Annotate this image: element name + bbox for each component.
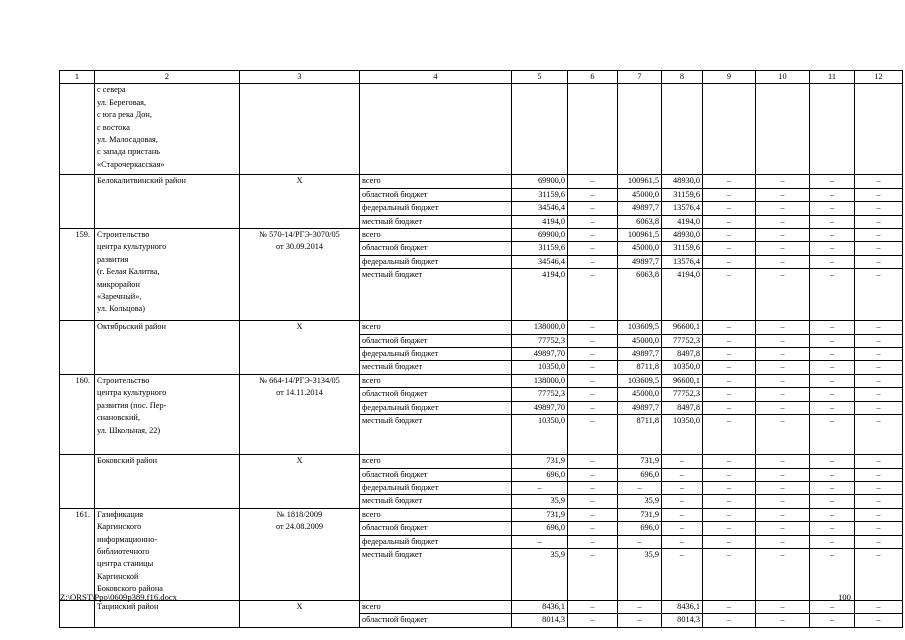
amount-cell: –	[756, 600, 810, 613]
amount-cell: –	[756, 215, 810, 228]
funding-source: областной бюджет	[360, 188, 512, 201]
amount-cell: –	[703, 388, 756, 401]
amount-cell: –	[855, 401, 903, 414]
amount-cell: –	[568, 348, 618, 361]
object-name: Белокалитвинский район	[95, 175, 240, 229]
amount-cell: 138000,0	[512, 321, 568, 334]
amount-cell: 45000,0	[618, 188, 662, 201]
amount-cell: 96600,1	[662, 321, 703, 334]
amount-cell: 10350,0	[662, 415, 703, 455]
amount-cell: –	[703, 215, 756, 228]
amount-cell: –	[855, 202, 903, 215]
amount-cell: 34546,4	[512, 255, 568, 268]
amount-cell: –	[703, 321, 756, 334]
amount-cell: 731,9	[618, 455, 662, 468]
amount-cell: 8436,1	[512, 600, 568, 613]
amount-cell: –	[756, 468, 810, 481]
amount-cell: 13576,4	[662, 255, 703, 268]
amount-cell: –	[756, 348, 810, 361]
row-number: 160.	[60, 374, 95, 454]
amount-cell: –	[618, 614, 662, 627]
amount-cell: 31159,6	[662, 188, 703, 201]
funding-source: федеральный бюджет	[360, 202, 512, 215]
amount-cell: 45000,0	[618, 334, 662, 347]
amount-cell: –	[703, 255, 756, 268]
amount-cell: –	[855, 388, 903, 401]
amount-cell: –	[810, 495, 855, 508]
amount-cell: –	[756, 508, 810, 521]
amount-cell: –	[756, 535, 810, 548]
amount-cell: –	[703, 188, 756, 201]
table-row	[60, 455, 903, 468]
funding-source: областной бюджет	[360, 614, 512, 627]
amount-cell: –	[855, 361, 903, 374]
amount-cell: 8497,8	[662, 401, 703, 414]
funding-source: местный бюджет	[360, 269, 512, 321]
funding-source: областной бюджет	[360, 242, 512, 255]
amount-cell: 100961,5	[618, 229, 662, 242]
amount-cell: 48930,0	[662, 175, 703, 188]
amount-cell: –	[855, 242, 903, 255]
amount-cell: –	[703, 242, 756, 255]
amount-cell: –	[703, 522, 756, 535]
amount-cell: –	[855, 600, 903, 613]
column-header: 2	[95, 71, 240, 84]
amount-cell: –	[855, 468, 903, 481]
amount-cell: –	[568, 548, 618, 600]
funding-source: местный бюджет	[360, 415, 512, 455]
amount-cell: –	[855, 415, 903, 455]
description-row	[60, 84, 903, 175]
amount-cell: –	[662, 468, 703, 481]
amount-cell: –	[810, 242, 855, 255]
amount-cell: 49897,70	[512, 348, 568, 361]
column-header: 5	[512, 71, 568, 84]
amount-cell: 4194,0	[512, 215, 568, 228]
amount-cell: 10350,0	[512, 415, 568, 455]
amount-cell: –	[568, 215, 618, 228]
amount-cell: 731,9	[512, 508, 568, 521]
amount-cell: –	[703, 548, 756, 600]
amount-cell: –	[703, 415, 756, 455]
amount-cell: –	[810, 415, 855, 455]
amount-cell: –	[703, 481, 756, 494]
object-name: Октябрьский район	[95, 321, 240, 375]
amount-cell: –	[756, 522, 810, 535]
amount-cell: –	[855, 229, 903, 242]
amount-cell: –	[756, 548, 810, 600]
amount-cell: –	[756, 614, 810, 627]
funding-source: федеральный бюджет	[360, 401, 512, 414]
column-header: 6	[568, 71, 618, 84]
amount-cell: –	[662, 508, 703, 521]
amount-cell: 69900,0	[512, 175, 568, 188]
amount-cell: –	[568, 535, 618, 548]
amount-cell: –	[512, 535, 568, 548]
amount-cell: 49897,7	[618, 202, 662, 215]
amount-cell: –	[703, 175, 756, 188]
amount-cell: –	[810, 374, 855, 387]
amount-cell: –	[810, 522, 855, 535]
funding-source: местный бюджет	[360, 495, 512, 508]
column-header: 1	[60, 71, 95, 84]
amount-cell: –	[568, 188, 618, 201]
amount-cell: –	[756, 269, 810, 321]
amount-cell: –	[703, 229, 756, 242]
amount-cell: –	[810, 229, 855, 242]
amount-cell: –	[810, 535, 855, 548]
funding-source: всего	[360, 175, 512, 188]
table-row	[60, 600, 903, 613]
amount-cell: –	[855, 455, 903, 468]
funding-source: федеральный бюджет	[360, 255, 512, 268]
amount-cell: 103609,5	[618, 321, 662, 334]
amount-cell: 48930,0	[662, 229, 703, 242]
amount-cell: –	[703, 269, 756, 321]
amount-cell: 49897,7	[618, 255, 662, 268]
amount-cell: –	[703, 361, 756, 374]
amount-cell: –	[568, 614, 618, 627]
document-ref: Х	[240, 600, 360, 627]
amount-cell: –	[756, 202, 810, 215]
amount-cell: –	[568, 229, 618, 242]
amount-cell: 31159,6	[512, 242, 568, 255]
funding-source: всего	[360, 455, 512, 468]
amount-cell: 77752,3	[512, 388, 568, 401]
funding-source: местный бюджет	[360, 215, 512, 228]
amount-cell: 35,9	[512, 495, 568, 508]
amount-cell: –	[568, 401, 618, 414]
row-number	[60, 175, 95, 229]
funding-source: всего	[360, 600, 512, 613]
amount-cell: –	[756, 495, 810, 508]
object-description: с севера ул. Береговая, с юга река Дон, с востока ул. Малосадовая, с запада пристань «Старочеркасская»	[95, 84, 240, 175]
object-name: Строительство центра культурного развития (пос. Пер- сиановский, ул. Школьная, 22)	[95, 374, 240, 454]
amount-cell: –	[568, 242, 618, 255]
amount-cell: –	[756, 175, 810, 188]
amount-cell: 8014,3	[512, 614, 568, 627]
amount-cell: 696,0	[512, 468, 568, 481]
amount-cell: 8711,8	[618, 361, 662, 374]
funding-source: всего	[360, 229, 512, 242]
amount-cell: –	[855, 495, 903, 508]
amount-cell: –	[855, 334, 903, 347]
amount-cell: –	[756, 455, 810, 468]
amount-cell: –	[756, 188, 810, 201]
funding-source: всего	[360, 508, 512, 521]
amount-cell: –	[703, 374, 756, 387]
table-row	[60, 175, 903, 188]
funding-source: областной бюджет	[360, 334, 512, 347]
amount-cell: –	[810, 455, 855, 468]
column-header: 11	[810, 71, 855, 84]
row-number: 161.	[60, 508, 95, 600]
document-ref: № 570-14/РГЭ-3070/05 от 30.09.2014	[240, 229, 360, 321]
table-row	[60, 508, 903, 521]
amount-cell: –	[568, 600, 618, 613]
amount-cell: –	[703, 614, 756, 627]
amount-cell: 8497,8	[662, 348, 703, 361]
funding-source: областной бюджет	[360, 522, 512, 535]
amount-cell: 77752,3	[662, 334, 703, 347]
object-name: Тацинский район	[95, 600, 240, 627]
funding-source: федеральный бюджет	[360, 348, 512, 361]
amount-cell: –	[703, 508, 756, 521]
amount-cell: –	[855, 614, 903, 627]
column-header: 9	[703, 71, 756, 84]
footer-file-path: Z:\ORST\Ppo\0609p389.f16.docx	[60, 592, 177, 602]
amount-cell: 8436,1	[662, 600, 703, 613]
amount-cell: –	[756, 229, 810, 242]
amount-cell: –	[810, 361, 855, 374]
document-ref: № 664-14/РГЭ-3134/05 от 14.11.2014	[240, 374, 360, 454]
amount-cell: –	[855, 535, 903, 548]
amount-cell: 31159,6	[512, 188, 568, 201]
column-header: 3	[240, 71, 360, 84]
amount-cell: –	[703, 495, 756, 508]
amount-cell: –	[703, 455, 756, 468]
amount-cell: 35,9	[618, 495, 662, 508]
amount-cell: 696,0	[512, 522, 568, 535]
amount-cell: –	[703, 334, 756, 347]
amount-cell: 731,9	[512, 455, 568, 468]
amount-cell: –	[618, 481, 662, 494]
amount-cell: –	[855, 548, 903, 600]
amount-cell: –	[568, 321, 618, 334]
amount-cell: –	[810, 508, 855, 521]
amount-cell: –	[855, 374, 903, 387]
amount-cell: –	[662, 522, 703, 535]
amount-cell: –	[855, 269, 903, 321]
amount-cell: –	[703, 202, 756, 215]
budget-table	[59, 70, 903, 628]
amount-cell: –	[703, 468, 756, 481]
amount-cell: 103609,5	[618, 374, 662, 387]
amount-cell: 731,9	[618, 508, 662, 521]
amount-cell: 4194,0	[662, 215, 703, 228]
column-header: 8	[662, 71, 703, 84]
document-ref: Х	[240, 455, 360, 509]
object-name: Строительство центра культурного развития (г. Белая Калитва, микрорайон «Заречный», ул. Кольцова)	[95, 229, 240, 321]
amount-cell: –	[810, 255, 855, 268]
amount-cell: –	[855, 348, 903, 361]
footer-page-number: 100	[838, 592, 851, 602]
column-header: 7	[618, 71, 662, 84]
funding-source: федеральный бюджет	[360, 481, 512, 494]
amount-cell: –	[703, 401, 756, 414]
row-number	[60, 600, 95, 627]
funding-source: местный бюджет	[360, 361, 512, 374]
amount-cell: –	[855, 481, 903, 494]
amount-cell: –	[568, 481, 618, 494]
amount-cell: –	[568, 415, 618, 455]
amount-cell: –	[568, 455, 618, 468]
amount-cell: –	[568, 269, 618, 321]
amount-cell: 31159,6	[662, 242, 703, 255]
amount-cell: –	[756, 374, 810, 387]
amount-cell: 49897,7	[618, 348, 662, 361]
amount-cell: 77752,3	[662, 388, 703, 401]
amount-cell: –	[618, 535, 662, 548]
amount-cell: –	[703, 535, 756, 548]
column-header: 4	[360, 71, 512, 84]
amount-cell: –	[662, 495, 703, 508]
amount-cell: –	[810, 548, 855, 600]
amount-cell: 138000,0	[512, 374, 568, 387]
amount-cell: –	[810, 175, 855, 188]
amount-cell: 49897,7	[618, 401, 662, 414]
column-header: 10	[756, 71, 810, 84]
amount-cell: –	[756, 321, 810, 334]
amount-cell: –	[568, 334, 618, 347]
amount-cell: –	[855, 522, 903, 535]
amount-cell: –	[618, 600, 662, 613]
amount-cell: 8711,8	[618, 415, 662, 455]
amount-cell: 45000,0	[618, 242, 662, 255]
object-name: Боковский район	[95, 455, 240, 509]
funding-source: всего	[360, 321, 512, 334]
amount-cell: –	[568, 361, 618, 374]
funding-source: местный бюджет	[360, 548, 512, 600]
amount-cell: 45000,0	[618, 388, 662, 401]
header-row	[60, 71, 903, 84]
amount-cell: –	[810, 388, 855, 401]
amount-cell: –	[568, 388, 618, 401]
column-header: 12	[855, 71, 903, 84]
amount-cell: –	[810, 348, 855, 361]
amount-cell: –	[855, 188, 903, 201]
amount-cell: –	[810, 401, 855, 414]
table-row	[60, 229, 903, 242]
amount-cell: –	[810, 481, 855, 494]
amount-cell: 35,9	[512, 548, 568, 600]
amount-cell: –	[855, 255, 903, 268]
amount-cell: –	[662, 535, 703, 548]
amount-cell: –	[568, 202, 618, 215]
amount-cell: 8014,3	[662, 614, 703, 627]
amount-cell: –	[568, 522, 618, 535]
amount-cell: –	[756, 415, 810, 455]
amount-cell: –	[756, 255, 810, 268]
amount-cell: 6063,8	[618, 269, 662, 321]
amount-cell: 6063,8	[618, 215, 662, 228]
amount-cell: –	[855, 175, 903, 188]
amount-cell: –	[662, 548, 703, 600]
document-ref: Х	[240, 175, 360, 229]
amount-cell: –	[568, 495, 618, 508]
amount-cell: –	[568, 175, 618, 188]
amount-cell: –	[756, 401, 810, 414]
table-row	[60, 321, 903, 334]
amount-cell: –	[568, 374, 618, 387]
document-ref: Х	[240, 321, 360, 375]
amount-cell: –	[756, 242, 810, 255]
amount-cell: –	[810, 188, 855, 201]
amount-cell: –	[756, 481, 810, 494]
funding-source: всего	[360, 374, 512, 387]
row-number: 159.	[60, 229, 95, 321]
amount-cell: –	[855, 215, 903, 228]
amount-cell: –	[810, 202, 855, 215]
amount-cell: 4194,0	[512, 269, 568, 321]
amount-cell: 13576,4	[662, 202, 703, 215]
amount-cell: 696,0	[618, 522, 662, 535]
amount-cell: 69900,0	[512, 229, 568, 242]
amount-cell: 34546,4	[512, 202, 568, 215]
amount-cell: 77752,3	[512, 334, 568, 347]
funding-source: областной бюджет	[360, 388, 512, 401]
amount-cell: –	[756, 334, 810, 347]
amount-cell: –	[855, 321, 903, 334]
amount-cell: –	[512, 481, 568, 494]
amount-cell: 10350,0	[662, 361, 703, 374]
object-name: Газификация Каргинского информационно- библиотечного центра станицы Каргинской Боковского района	[95, 508, 240, 600]
table-row	[60, 374, 903, 387]
amount-cell: –	[662, 481, 703, 494]
amount-cell: 49897,70	[512, 401, 568, 414]
row-number	[60, 321, 95, 375]
funding-source: федеральный бюджет	[360, 535, 512, 548]
amount-cell: –	[810, 334, 855, 347]
amount-cell: –	[810, 468, 855, 481]
amount-cell: –	[568, 255, 618, 268]
amount-cell: –	[568, 508, 618, 521]
amount-cell: 96600,1	[662, 374, 703, 387]
amount-cell: 35,9	[618, 548, 662, 600]
amount-cell: 100961,5	[618, 175, 662, 188]
amount-cell: –	[756, 361, 810, 374]
amount-cell: –	[703, 600, 756, 613]
amount-cell: –	[756, 388, 810, 401]
amount-cell: 4194,0	[662, 269, 703, 321]
amount-cell: –	[810, 600, 855, 613]
amount-cell: –	[855, 508, 903, 521]
amount-cell: –	[662, 455, 703, 468]
amount-cell: –	[703, 348, 756, 361]
amount-cell: –	[568, 468, 618, 481]
amount-cell: 696,0	[618, 468, 662, 481]
row-number	[60, 455, 95, 509]
document-ref: № 1818/2009 от 24.08.2009	[240, 508, 360, 600]
amount-cell: –	[810, 269, 855, 321]
amount-cell: 10350,0	[512, 361, 568, 374]
amount-cell: –	[810, 321, 855, 334]
funding-source: областной бюджет	[360, 468, 512, 481]
amount-cell: –	[810, 614, 855, 627]
amount-cell: –	[810, 215, 855, 228]
